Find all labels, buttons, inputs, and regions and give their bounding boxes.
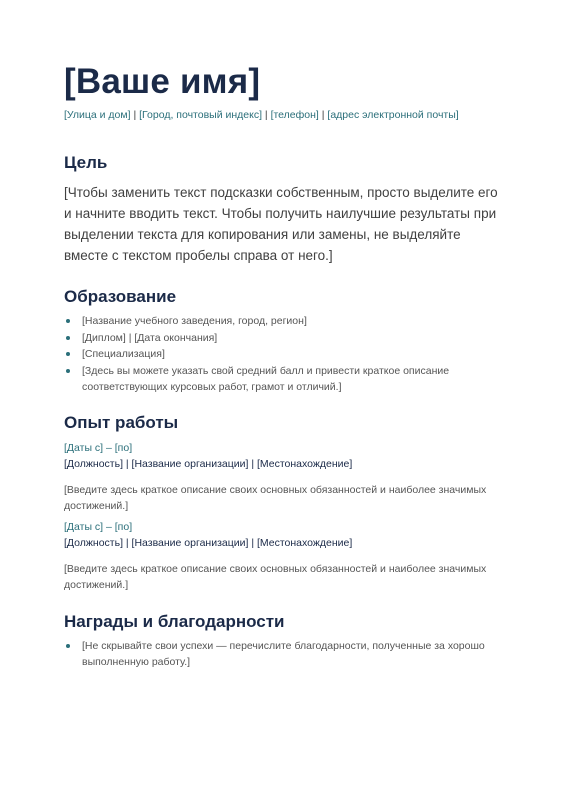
job-role[interactable]: [Должность] | [Название организации] | [Местонахождение] [64, 536, 353, 549]
contact-city[interactable]: [Город, почтовый индекс] [139, 109, 262, 121]
resume-name[interactable]: [Ваше имя] [64, 62, 261, 101]
job-dates[interactable]: [Даты с] – [по] [64, 520, 133, 533]
job-entry [64, 441, 504, 514]
job-dates[interactable]: [Даты с] – [по] [64, 441, 133, 454]
bullet-dot-icon [66, 352, 70, 356]
education-item-text: [Здесь вы можете указать свой средний балл и привести краткое описание соответствующих курсовых работ, грамот и отличий.] [82, 364, 450, 393]
education-item-text: [Специализация] [82, 348, 165, 360]
contact-line [64, 108, 504, 122]
bullet-dot-icon [66, 336, 70, 340]
contact-email[interactable]: [адрес электронной почты] [327, 109, 459, 121]
contact-phone[interactable]: [телефон] [270, 109, 319, 121]
bullet-dot-icon [66, 319, 70, 323]
job-role[interactable]: [Должность] | [Название организации] | [Местонахождение] [64, 457, 353, 470]
education-item[interactable] [64, 330, 504, 347]
contact-separator: | [264, 109, 268, 121]
contact-separator: | [321, 109, 325, 121]
education-heading[interactable]: Образование [64, 287, 177, 306]
job-description[interactable]: [Введите здесь краткое описание своих основных обязанностей и наиболее значимых достижений.] [64, 483, 487, 512]
objective-text[interactable]: [Чтобы заменить текст подсказки собственным, просто выделите его и начните вводить текст. Чтобы получить наилучшие результаты при выделении текста для копирования или замены, не выделяйте вместе с текстом пробелы справа от него.] [64, 185, 498, 263]
job-entry [64, 520, 504, 593]
contact-street[interactable]: [Улица и дом] [64, 109, 131, 121]
contact-separator: | [133, 109, 137, 121]
awards-list [64, 638, 504, 671]
job-description[interactable]: [Введите здесь краткое описание своих основных обязанностей и наиболее значимых достижений.] [64, 562, 487, 591]
bullet-dot-icon [66, 369, 70, 373]
education-item[interactable] [64, 313, 504, 330]
bullet-dot-icon [66, 644, 70, 648]
education-item[interactable] [64, 363, 504, 396]
award-item[interactable] [64, 638, 504, 671]
award-item-text: [Не скрывайте свои успехи — перечислите благодарности, полученные за хорошо выполненную работу.] [82, 639, 485, 668]
education-list [64, 313, 504, 396]
education-item[interactable] [64, 346, 504, 363]
awards-heading[interactable]: Награды и благодарности [64, 611, 285, 631]
education-item-text: [Диплом] | [Дата окончания] [82, 331, 218, 344]
education-item-text: [Название учебного заведения, город, регион] [82, 315, 307, 327]
experience-heading[interactable]: Опыт работы [64, 412, 179, 432]
objective-heading[interactable]: Цель [64, 153, 108, 172]
